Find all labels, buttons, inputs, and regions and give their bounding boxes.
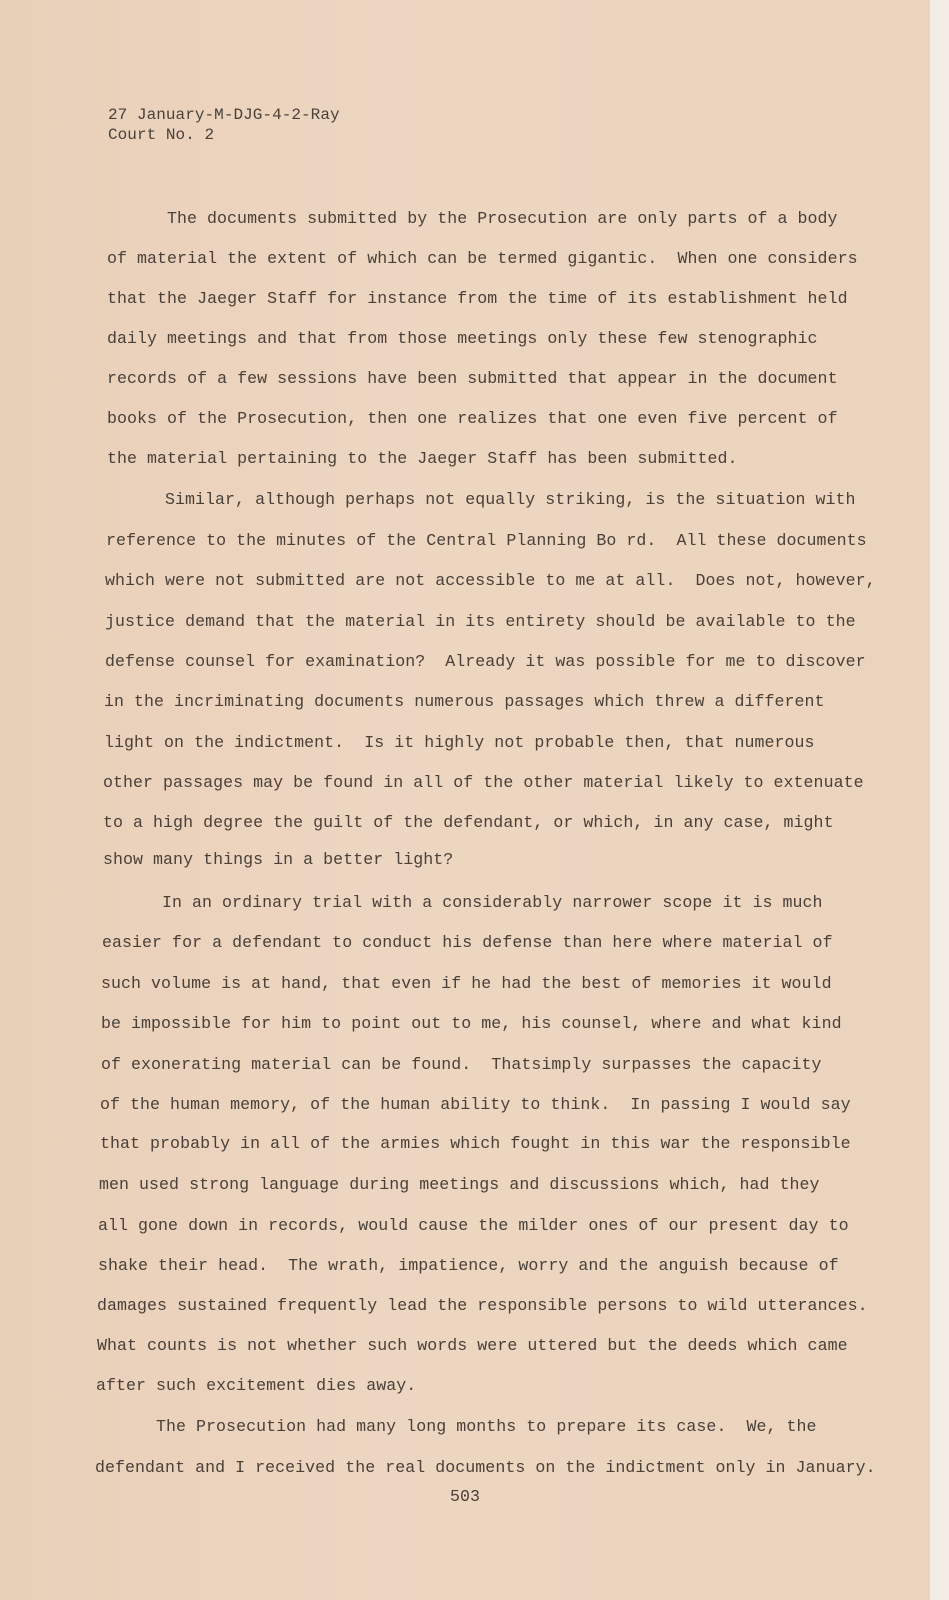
body-text-line: men used strong language during meetings and discussions which, had they xyxy=(99,1175,820,1194)
body-text-line: that probably in all of the armies which fought in this war the responsible xyxy=(100,1134,851,1153)
body-text-line: The Prosecution had many long months to prepare its case. We, the xyxy=(156,1417,817,1436)
body-text-line: of the human memory, of the human ability to think. In passing I would say xyxy=(100,1095,851,1114)
body-text-line: be impossible for him to point out to me, his counsel, where and what kind xyxy=(101,1014,842,1033)
body-text-line: reference to the minutes of the Central Planning Bo rd. All these documents xyxy=(106,531,867,550)
body-text-line: the material pertaining to the Jaeger Staff has been submitted. xyxy=(107,449,738,468)
body-text-line: of material the extent of which can be termed gigantic. When one considers xyxy=(107,249,858,268)
body-text-line: What counts is not whether such words were uttered but the deeds which came xyxy=(97,1336,848,1355)
body-text-line: light on the indictment. Is it highly not probable then, that numerous xyxy=(104,733,815,752)
body-text-line: defense counsel for examination? Already it was possible for me to discover xyxy=(105,652,866,671)
body-text-line: easier for a defendant to conduct his defense than here where material of xyxy=(102,933,833,952)
body-text-line: daily meetings and that from those meetings only these few stenographic xyxy=(107,329,818,348)
body-text-line: damages sustained frequently lead the responsible persons to wild utterances. xyxy=(97,1296,868,1315)
body-text-line: defendant and I received the real documents on the indictment only in January. xyxy=(95,1458,876,1477)
page-edge xyxy=(930,0,949,1600)
body-text-line: such volume is at hand, that even if he had the best of memories it would xyxy=(101,974,832,993)
body-text-line: justice demand that the material in its entirety should be available to the xyxy=(105,612,856,631)
body-text-line: in the incriminating documents numerous passages which threw a different xyxy=(104,692,825,711)
body-text-line: other passages may be found in all of the other material likely to extenuate xyxy=(103,773,864,792)
body-text-line: Similar, although perhaps not equally striking, is the situation with xyxy=(165,490,856,509)
body-text-line: The documents submitted by the Prosecution are only parts of a body xyxy=(167,209,838,228)
body-text-line: shake their head. The wrath, impatience, worry and the anguish because of xyxy=(98,1256,839,1275)
body-text-line: books of the Prosecution, then one realizes that one even five percent of xyxy=(107,409,838,428)
body-text-line: to a high degree the guilt of the defendant, or which, in any case, might xyxy=(103,813,834,832)
body-text-line: show many things in a better light? xyxy=(103,850,454,869)
body-text-line: that the Jaeger Staff for instance from the time of its establishment held xyxy=(107,289,848,308)
body-text-line: after such excitement dies away. xyxy=(96,1376,417,1395)
page-number: 503 xyxy=(450,1487,481,1506)
body-text-line: all gone down in records, would cause the milder ones of our present day to xyxy=(98,1216,849,1235)
body-text-line: of exonerating material can be found. Thatsimply surpasses the capacity xyxy=(101,1055,822,1074)
header-court: Court No. 2 xyxy=(108,126,215,144)
body-text-line: which were not submitted are not accessible to me at all. Does not, however, xyxy=(105,571,876,590)
body-text-line: In an ordinary trial with a considerably narrower scope it is much xyxy=(162,893,823,912)
header-reference: 27 January-M-DJG-4-2-Ray xyxy=(108,106,340,124)
body-text-line: records of a few sessions have been submitted that appear in the document xyxy=(107,369,838,388)
